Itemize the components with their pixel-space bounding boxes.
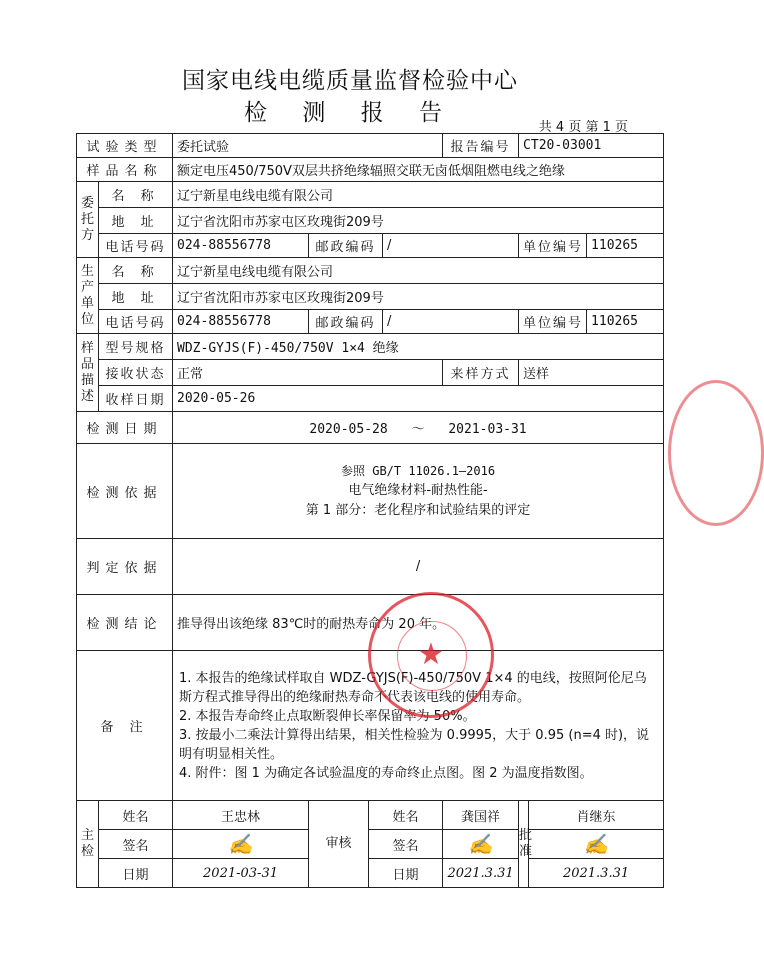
test-basis-line2: 电气绝缘材料-耐热性能- xyxy=(348,483,488,498)
test-basis-label: 检测依据 xyxy=(77,444,173,539)
sample-name-label: 样品名称 xyxy=(77,158,173,182)
main-inspector-name: 王忠林 xyxy=(173,801,309,830)
main-inspector-label: 主检 xyxy=(77,801,99,888)
client-group-label: 委托方 xyxy=(77,182,99,258)
producer-name-label: 名 称 xyxy=(99,258,173,284)
main-signature: ✍ xyxy=(173,830,309,859)
remark-item: 2. 本报告寿命终止点取断裂伸长率保留率为 50%。 xyxy=(179,708,476,724)
judge-basis-label: 判定依据 xyxy=(77,539,173,595)
document-title: 国家电线电缆质量监督检验中心 xyxy=(182,68,518,94)
receive-status-label: 接收状态 xyxy=(99,360,173,386)
review-date-label: 日期 xyxy=(369,859,443,888)
producer-name-value: 辽宁新星电线电缆有限公司 xyxy=(173,258,664,284)
sample-method-value: 送样 xyxy=(519,360,664,386)
model-value: WDZ-GYJS(F)-450/750V 1×4 绝缘 xyxy=(173,334,664,360)
reviewer-name: 龚国祥 xyxy=(443,801,519,830)
remark-item: 1. 本报告的绝缘试样取自 WDZ-GYJS(F)-450/750V 1×4 的电线，按照阿伦尼乌斯方程式推导得出的绝缘耐热寿命不代表该电线的使用寿命。 xyxy=(179,670,647,705)
producer-address-value: 辽宁省沈阳市苏家屯区玫瑰街209号 xyxy=(173,284,664,310)
producer-phone-value: 024-88556778 xyxy=(173,310,309,334)
test-date-label: 检测日期 xyxy=(77,412,173,444)
report-no-value: CT20-03001 xyxy=(519,134,664,158)
approve-date-value: 2021.3.31 xyxy=(529,859,664,888)
edge-seal-stamp xyxy=(668,380,764,526)
test-date-separator: ～ xyxy=(411,422,425,437)
reviewer-label: 审核 xyxy=(309,801,369,888)
producer-unit-no-label: 单位编号 xyxy=(519,310,587,334)
client-address-value: 辽宁省沈阳市苏家屯区玫瑰街209号 xyxy=(173,208,664,234)
client-postcode-value: / xyxy=(383,234,519,258)
client-phone-value: 024-88556778 xyxy=(173,234,309,258)
review-sign-label: 签名 xyxy=(369,830,443,859)
conclusion-label: 检测结论 xyxy=(77,595,173,651)
seal-star-icon: ★ xyxy=(417,637,445,672)
main-name-label: 姓名 xyxy=(99,801,173,830)
receive-date-label: 收样日期 xyxy=(99,386,173,412)
report-no-label: 报告编号 xyxy=(443,134,519,158)
conclusion-value: 推导得出该绝缘 83℃时的耐热寿命为 20 年。 xyxy=(173,595,664,651)
model-label: 型号规格 xyxy=(99,334,173,360)
producer-postcode-label: 邮政编码 xyxy=(309,310,383,334)
remark-item: 4. 附件：图 1 为确定各试验温度的寿命终止点图。图 2 为温度指数图。 xyxy=(179,765,593,781)
producer-group-label: 生产单位 xyxy=(77,258,99,334)
approver-signature: ✍ xyxy=(529,830,664,859)
test-date-to: 2021-03-31 xyxy=(448,422,527,437)
approver-label: 批准 xyxy=(519,801,529,888)
test-basis-value xyxy=(173,444,664,539)
client-unit-no-value: 110265 xyxy=(587,234,664,258)
review-name-label: 姓名 xyxy=(369,801,443,830)
main-sign-label: 签名 xyxy=(99,830,173,859)
remark-item: 3. 按最小二乘法计算得出结果，相关性检验为 0.9995，大于 0.95 (n=4 时)，说明有明显相关性。 xyxy=(179,727,650,762)
receive-status-value: 正常 xyxy=(173,360,443,386)
sample-method-label: 来样方式 xyxy=(443,360,519,386)
client-name-value: 辽宁新星电线电缆有限公司 xyxy=(173,182,664,208)
producer-postcode-value: / xyxy=(383,310,519,334)
test-basis-line3: 第 1 部分：老化程序和试验结果的评定 xyxy=(305,503,531,518)
sample-group-label: 样品描述 xyxy=(77,334,99,412)
client-name-label: 名 称 xyxy=(99,182,173,208)
review-date-value: 2021.3.31 xyxy=(443,859,519,888)
test-date-from: 2020-05-28 xyxy=(309,422,388,437)
main-date-label: 日期 xyxy=(99,859,173,888)
producer-address-label: 地 址 xyxy=(99,284,173,310)
test-type-label: 试验类型 xyxy=(77,134,173,158)
client-address-label: 地 址 xyxy=(99,208,173,234)
page-info: 共 4 页 第 1 页 xyxy=(538,120,628,135)
remarks-list xyxy=(173,651,664,801)
remarks-label: 备 注 xyxy=(77,651,173,801)
client-phone-label: 电话号码 xyxy=(99,234,173,258)
approver-name: 肖继东 xyxy=(529,801,664,830)
test-type-value: 委托试验 xyxy=(173,134,443,158)
document-subtitle: 检 测 报 告 xyxy=(244,100,456,126)
sample-name-value: 额定电压450/750V双层共挤绝缘辐照交联无卤低烟阻燃电线之绝缘 xyxy=(173,158,664,182)
receive-date-value: 2020-05-26 xyxy=(173,386,664,412)
producer-phone-label: 电话号码 xyxy=(99,310,173,334)
test-date-range xyxy=(173,412,664,444)
producer-unit-no-value: 110265 xyxy=(587,310,664,334)
main-date-value: 2021-03-31 xyxy=(173,859,309,888)
client-unit-no-label: 单位编号 xyxy=(519,234,587,258)
client-postcode-label: 邮政编码 xyxy=(309,234,383,258)
reviewer-signature: ✍ xyxy=(443,830,519,859)
report-table xyxy=(76,133,664,888)
test-basis-line1: 参照 GB/T 11026.1—2016 xyxy=(341,464,496,478)
judge-basis-value: / xyxy=(173,539,664,595)
